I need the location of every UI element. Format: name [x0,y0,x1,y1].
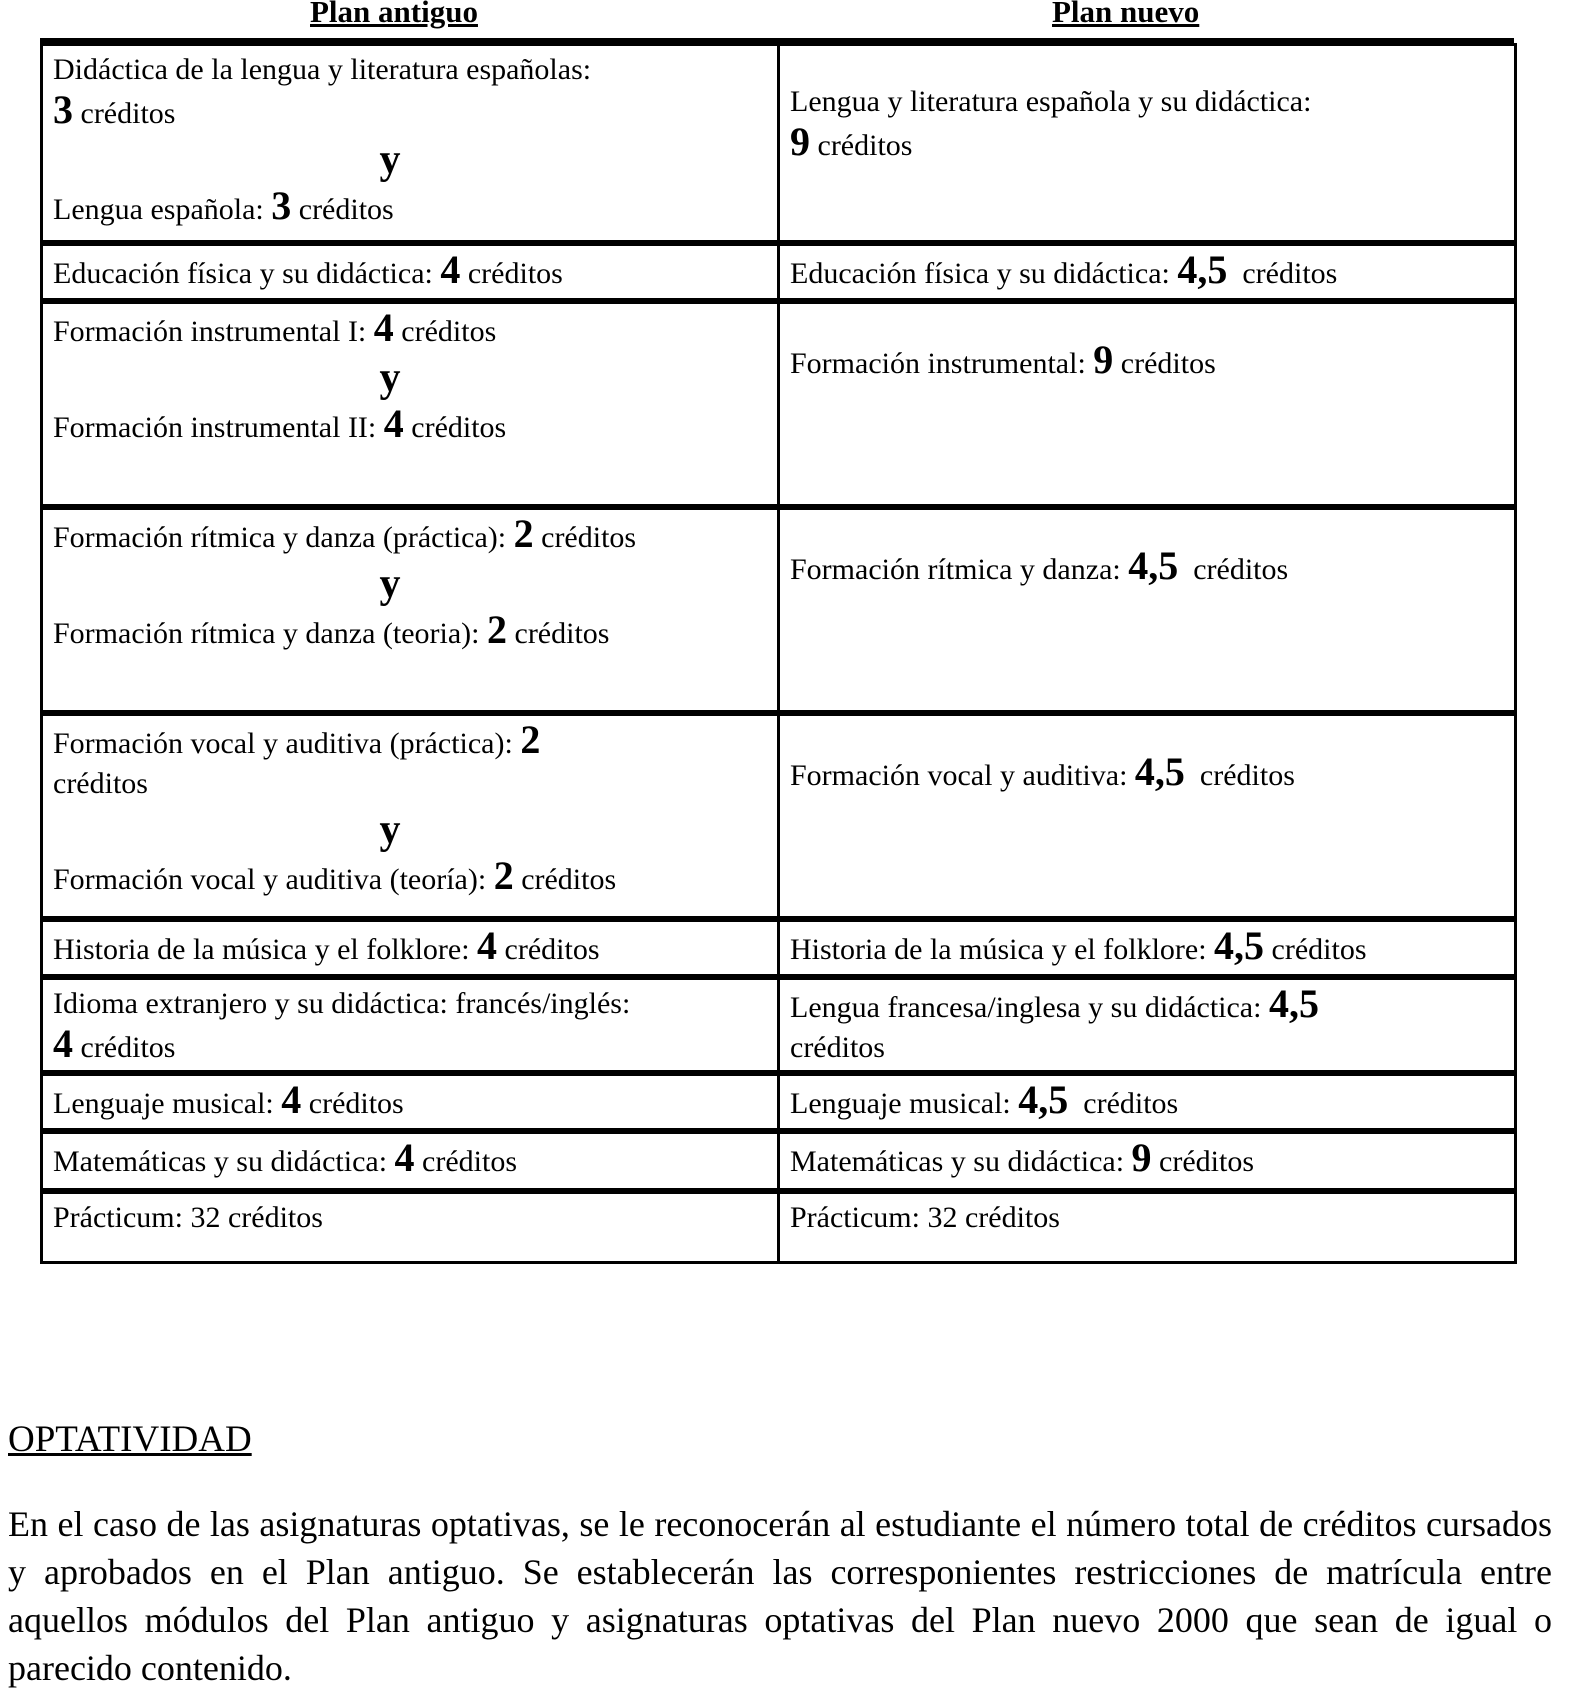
course-line [790,748,1504,796]
credit-unit: créditos [1178,552,1289,586]
cell-plan-antiguo [42,301,779,507]
credit-unit: créditos [1227,256,1338,290]
cell-plan-antiguo [42,1131,779,1191]
credit-number: 3 [53,87,73,132]
course-line [53,183,767,230]
credit-number: 9 [1093,336,1114,382]
course-line [53,304,767,352]
course-name: Prácticum: 32 créditos [53,1200,323,1234]
credit-unit: créditos [73,1030,176,1064]
conversion-table [40,43,1517,1264]
cell-plan-nuevo [779,977,1516,1073]
cell-plan-nuevo [779,243,1516,301]
course-line [790,1076,1504,1124]
credit-number: 4 [53,1020,73,1066]
table-row [42,507,1516,713]
course-line [790,246,1504,294]
course-line [790,336,1504,384]
credit-number: 9 [790,119,810,164]
credit-unit: créditos [73,97,176,130]
course-name: Lengua y literatura española y su didáctica: [790,85,1312,118]
credit-unit: créditos [1151,1144,1255,1178]
credit-number: 2 [487,606,507,652]
course-name: Educación física y su didáctica: [53,256,441,290]
course-name: Formación rítmica y danza (teoria): [53,616,487,650]
connector-y: y [379,354,401,401]
course-name: Formación instrumental: [790,346,1094,380]
course-name: Didáctica de la lengua y literatura españolas: [53,53,592,86]
course-name: Historia de la música y el folklore: [790,932,1215,966]
cell-plan-antiguo [42,919,779,977]
cell-plan-nuevo [779,919,1516,977]
table-row [42,243,1516,301]
table-row [42,45,1516,243]
cell-plan-antiguo [42,243,779,301]
credit-number: 4 [477,922,498,968]
credit-number: 4,5 [1018,1076,1069,1122]
credit-number: 9 [1131,1134,1152,1180]
course-line [53,246,767,294]
course-name: Formación vocal y auditiva: [790,758,1135,792]
credit-number: 2 [493,852,514,898]
course-line [53,50,767,90]
course-name: Historia de la música y el folklore: [53,932,478,966]
course-name: Lenguaje musical: [53,1086,282,1120]
course-name: Prácticum: 32 créditos [790,1200,1060,1234]
credit-unit: créditos [403,410,507,444]
course-line [53,1198,767,1238]
course-line [790,119,1504,166]
optatividad-paragraph: En el caso de las asignaturas optativas, se le reconocerán al estudiante el número total de créditos cursados y aprobados en el Plan antiguo. Se establecerán las corresponientes restricciones de matrícula entre aquellos módulos del Plan antiguo y asignaturas optativas del Plan nuevo 2000 que sean de igual o parecido contenido. [8,1504,1552,1688]
course-line [790,1198,1504,1238]
course-name: Lengua española: [53,193,272,226]
credit-number: 4 [373,304,394,350]
cell-plan-nuevo [779,1073,1516,1131]
course-line [790,82,1504,122]
cell-plan-antiguo [42,45,779,243]
connector-y: y [379,137,401,183]
cell-plan-nuevo [779,45,1516,243]
credit-unit: créditos [393,314,497,348]
course-line [53,1134,767,1182]
course-name: Formación rítmica y danza (práctica): [53,520,514,554]
credit-unit: créditos [1264,932,1367,966]
cell-plan-nuevo [779,1191,1516,1263]
credit-unit: créditos [497,932,600,966]
cell-plan-nuevo [779,507,1516,713]
cell-plan-antiguo [42,507,779,713]
header-plan-antiguo: Plan antiguo [310,0,478,29]
course-line [790,542,1504,590]
table-row [42,1073,1516,1131]
credit-number: 4,5 [1268,980,1319,1026]
table-row [42,977,1516,1073]
credit-number: 4,5 [1134,748,1185,794]
course-line [53,510,767,558]
credit-unit: créditos [533,520,637,554]
course-name: Educación física y su didáctica: [790,256,1178,290]
connector-y: y [379,560,401,607]
cell-plan-nuevo [779,713,1516,919]
credit-unit: créditos [1113,346,1216,380]
course-name: Matemáticas y su didáctica: [790,1144,1132,1178]
course-line [53,87,767,134]
course-line [53,764,767,804]
credit-number: 2 [520,716,541,762]
course-name: Lenguaje musical: [790,1086,1019,1120]
cell-plan-antiguo [42,1073,779,1131]
course-line [790,1134,1504,1182]
credit-number: 4 [281,1076,302,1122]
table-row [42,919,1516,977]
table-row [42,713,1516,919]
course-line [53,922,767,970]
course-name: Formación vocal y auditiva (práctica): [53,726,521,760]
course-name: Formación instrumental II: [53,410,384,444]
course-name: Idioma extranjero y su didáctica: francés/inglés: [53,986,631,1020]
course-line [53,716,767,764]
credit-unit: créditos [460,256,563,290]
credit-number: 4 [394,1134,415,1180]
credit-number: 3 [271,183,292,228]
course-name: Formación vocal y auditiva (teoría): [53,862,494,896]
course-name: Formación rítmica y danza: [790,552,1129,586]
credit-number: 4 [383,400,404,446]
credit-unit: créditos [810,129,913,162]
cell-plan-antiguo [42,977,779,1073]
course-line [53,400,767,448]
connector-y: y [379,806,401,853]
course-line [53,852,767,900]
course-line [53,1020,767,1068]
course-name: Lengua francesa/inglesa y su didáctica: [790,990,1269,1024]
course-name: créditos [53,766,148,800]
course-name: créditos [790,1030,885,1064]
table-row [42,1131,1516,1191]
cell-plan-nuevo [779,1131,1516,1191]
table-row [42,301,1516,507]
course-line [53,984,767,1024]
table-row [42,1191,1516,1263]
course-line [53,606,767,654]
cell-plan-nuevo [779,301,1516,507]
credit-number: 4 [440,246,461,292]
credit-number: 4,5 [1177,246,1228,292]
credit-number: 4,5 [1128,542,1179,588]
credit-unit: créditos [507,616,610,650]
course-line [53,1076,767,1124]
credit-unit: créditos [414,1144,518,1178]
course-name: Matemáticas y su didáctica: [53,1144,395,1178]
credit-unit: créditos [1068,1086,1179,1120]
course-line [790,922,1504,970]
cell-plan-antiguo [42,713,779,919]
credit-unit: créditos [291,193,394,226]
optatividad-heading: OPTATIVIDAD [8,1419,252,1460]
credit-number: 4,5 [1214,922,1265,968]
credit-number: 2 [513,510,534,556]
credit-unit: créditos [513,862,617,896]
cell-plan-antiguo [42,1191,779,1263]
header-plan-nuevo: Plan nuevo [1052,0,1200,29]
credit-unit: créditos [301,1086,404,1120]
course-line [790,980,1504,1028]
course-name: Formación instrumental I: [53,314,374,348]
credit-unit: créditos [1184,758,1295,792]
course-line [790,1028,1504,1068]
